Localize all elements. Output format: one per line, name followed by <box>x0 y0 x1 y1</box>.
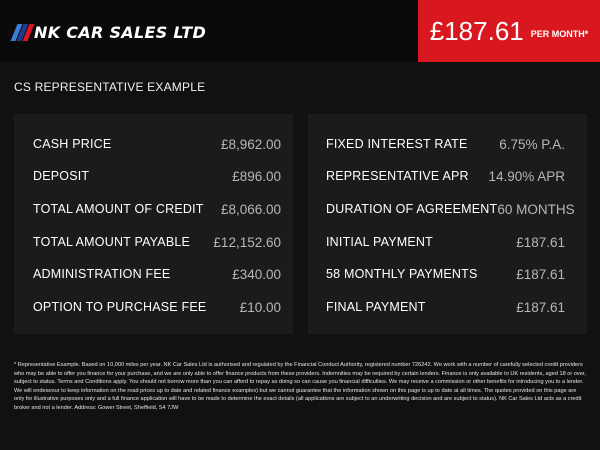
finance-value: 6.75% P.A. <box>499 136 565 152</box>
finance-row <box>308 199 587 219</box>
finance-panel-left <box>14 114 293 334</box>
finance-row <box>14 166 293 186</box>
finance-row <box>14 264 293 284</box>
finance-label: CASH PRICE <box>33 137 112 151</box>
finance-row <box>308 297 587 317</box>
finance-value: £187.61 <box>516 299 565 315</box>
finance-label: OPTION TO PURCHASE FEE <box>33 300 207 314</box>
finance-disclaimer: * Representative Example. Based on 10,000 miles per year. NK Car Sales Ltd is authorised and regulated by the Financial Conduct Authority, registered number 726242. We work with a number of carefully selected credit providers who may be able to offer you finance for your purchase, and we are only able to offer finance products from these providers. Indemnities may be required by certain lenders. Finance is only available to UK residents, aged 18 or over, subject to status. Terms and Conditions apply. You should not borrow more than you can afford to repay as doing so can cause you financial difficulties. We may receive a commission or other benefits for introducing you to a lender. We will endeavour to keep information on the road prices up to date and related finance examples) but we cannot guarantee that the information shown on this page is up to date at all times. The quotes provided on this page are only for illustrative purposes only and a full finance application will have to be made to determine the exact details (all applications are subject to an underwriting decision and are subject to status). NK Car Sales Ltd acts as a credit broker and not a lender. Address: Gower Street, Sheffield, S4 7JW <box>14 362 586 411</box>
finance-label: TOTAL AMOUNT PAYABLE <box>33 235 191 249</box>
finance-row <box>14 134 293 154</box>
brand-name: NK CAR SALES LTD <box>34 22 207 42</box>
finance-panel-right <box>308 114 587 334</box>
finance-value: 60 MONTHS <box>497 201 575 217</box>
finance-label: DEPOSIT <box>33 169 90 183</box>
finance-value: £8,962.00 <box>220 136 281 152</box>
finance-value: £896.00 <box>232 168 281 184</box>
logo-stripes-icon <box>14 24 32 41</box>
finance-value: £187.61 <box>516 266 565 282</box>
finance-label: FIXED INTEREST RATE <box>326 137 468 151</box>
section-title: CS REPRESENTATIVE EXAMPLE <box>14 80 206 94</box>
finance-row <box>308 166 587 186</box>
finance-value: £340.00 <box>232 266 281 282</box>
finance-row <box>14 199 293 219</box>
finance-row <box>14 232 293 252</box>
brand-logo[interactable] <box>14 18 206 46</box>
finance-value: £10.00 <box>239 299 281 315</box>
monthly-price-amount: £187.61 <box>429 15 524 46</box>
finance-label: ADMINISTRATION FEE <box>33 267 171 281</box>
finance-row <box>14 297 293 317</box>
finance-label: TOTAL AMOUNT OF CREDIT <box>33 202 204 216</box>
finance-value: £12,152.60 <box>213 234 281 250</box>
finance-label: INITIAL PAYMENT <box>326 235 433 249</box>
finance-label: 58 MONTHLY PAYMENTS <box>326 267 478 281</box>
finance-label: DURATION OF AGREEMENT <box>326 202 498 216</box>
finance-value: 14.90% APR <box>488 168 565 184</box>
header-bar <box>0 0 600 62</box>
finance-label: FINAL PAYMENT <box>326 300 426 314</box>
finance-row <box>308 134 587 154</box>
finance-value: £187.61 <box>516 234 565 250</box>
finance-label: REPRESENTATIVE APR <box>326 169 469 183</box>
finance-row <box>308 232 587 252</box>
monthly-price-badge <box>418 0 600 62</box>
monthly-price-suffix: PER MONTH* <box>530 29 589 39</box>
finance-row <box>308 264 587 284</box>
finance-value: £8,066.00 <box>220 201 281 217</box>
